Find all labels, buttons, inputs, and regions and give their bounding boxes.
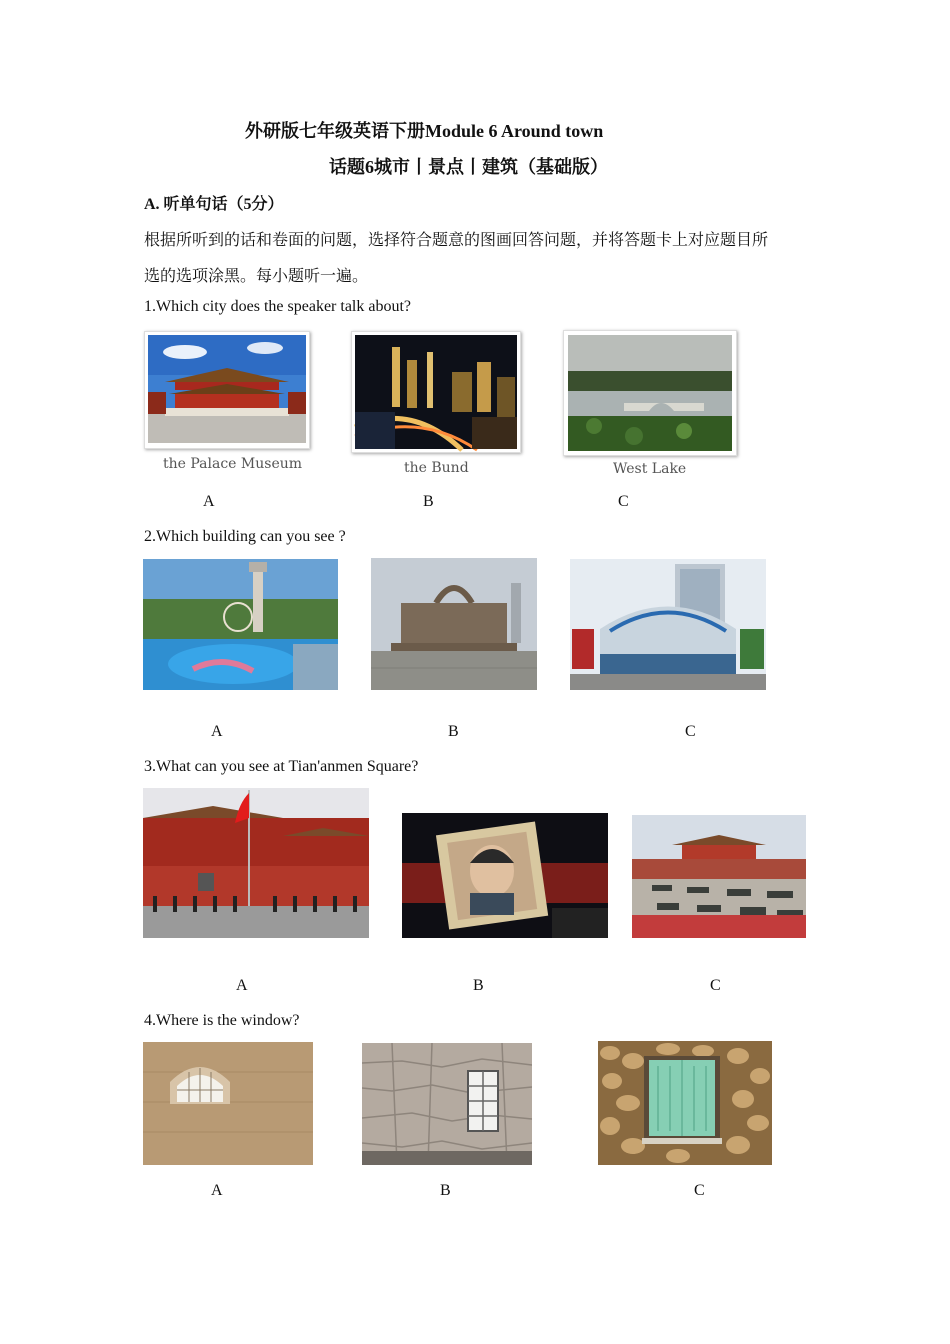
instruction-line-2: 选的选项涂黑。每小题听一遍。	[144, 268, 369, 285]
instruction-line-1: 根据所听到的话和卷面的问题，选择符合题意的图画回答问题，并将答题卡上对应题目所	[144, 232, 769, 249]
option-3a-label: A	[236, 977, 248, 994]
shanghai-film-art-center-image	[570, 559, 766, 690]
west-lake-image	[563, 330, 737, 456]
option-4c-label: C	[694, 1182, 705, 1199]
option-2a-label: A	[211, 723, 223, 740]
portrait-image	[402, 813, 608, 938]
flag-raising-image	[143, 788, 369, 938]
option-2c-label: C	[685, 723, 696, 740]
question-1-text: 1.Which city does the speaker talk about?	[144, 298, 412, 315]
option-1a-label: A	[203, 493, 215, 510]
option-1b-caption: the Bund	[404, 460, 469, 476]
question-3-text: 3.What can you see at Tian'anmen Square?	[144, 758, 419, 775]
option-3c-label: C	[710, 977, 721, 994]
page-title: 外研版七年级英语下册Module 6 Around town	[245, 121, 604, 141]
arched-window-wall-image	[143, 1042, 313, 1165]
option-1c-label: C	[618, 493, 629, 510]
parade-image	[632, 815, 806, 938]
option-4b-label: B	[440, 1182, 451, 1199]
shanghai-museum-image	[371, 558, 537, 690]
ocean-park-image	[143, 559, 338, 690]
cobblestone-green-window-image	[598, 1041, 772, 1165]
page-subtitle: 话题6城市丨景点丨建筑（基础版）	[329, 157, 608, 177]
the-bund-image	[351, 331, 521, 453]
section-heading: A. 听单句话（5分）	[144, 196, 284, 213]
option-1a-caption: the Palace Museum	[163, 456, 303, 472]
option-3b-label: B	[473, 977, 484, 994]
stone-wall-window-image	[362, 1043, 532, 1165]
option-1c-caption: West Lake	[613, 461, 687, 477]
option-1b-label: B	[423, 493, 434, 510]
option-4a-label: A	[211, 1182, 223, 1199]
option-2b-label: B	[448, 723, 459, 740]
palace-museum-image	[144, 331, 310, 449]
question-2-text: 2.Which building can you see ?	[144, 528, 346, 545]
question-4-text: 4.Where is the window?	[144, 1012, 300, 1029]
